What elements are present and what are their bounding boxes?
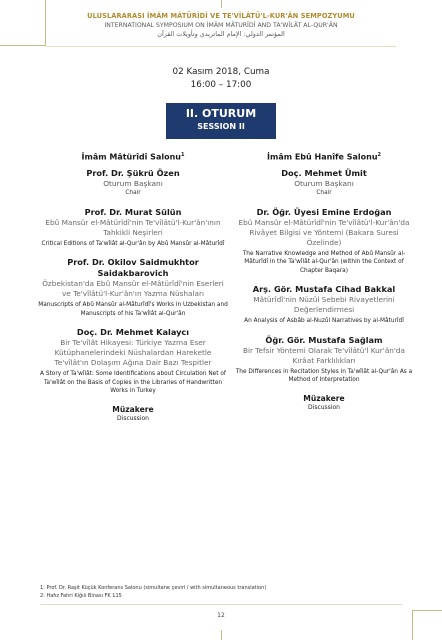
speaker-name: Dr. Öğr. Üyesi Emine Erdoğan — [256, 206, 392, 217]
header-title-ar: المؤتمر الدولي: الإمام الماتريدي وتأويلات القرآن — [157, 30, 285, 38]
footnote-ref: 2 — [377, 152, 381, 158]
right-column-program — [232, 150, 416, 412]
footnote-2: 2: Hafız Fahri Kiğılı Binası FK 115 — [40, 593, 122, 599]
talk-title-tr: Ebû Mansûr el-Mâtürîdî'nin Te'vîlâtü'l-Kur'ân'ının Tahkikli Neşirleri — [45, 217, 221, 237]
talk-item — [232, 335, 416, 385]
chair-name: Doç. Mehmet Ümit — [281, 167, 367, 178]
discussion-block — [232, 394, 416, 412]
speaker-name: Prof. Dr. Okilov Saidmukhtor Saidakbarovich — [67, 257, 199, 279]
talk-title-tr: Bir Te'vîlât Hikayesi: Türkiye Yazma Eser Kütüphanelerindeki Nüshalardan Hareketle Te'vîlât'ın Dolaşım Ağına Dair Bazı Tespitler — [54, 338, 212, 368]
discussion-block — [38, 405, 228, 423]
talk-title-tr: Mâtürîdî'nin Nüzûl Sebebi Rivayetlerini Değerlendirmesi — [253, 295, 395, 315]
footnote-1: 1: Prof. Dr. Raşit Küçük Konferans Salonu (simultane çeviri / with simultaneous translation) — [40, 585, 267, 591]
talk-title-en: Manuscripts of Abû Mansûr al-Mâturîdî's Works in Uzbekistan and Manuscripts of his Ta'wîlât al-Qur'ân — [38, 302, 228, 317]
talk-title-en: A Story of Ta'wîlât: Some Identifications about Circulation Net of Ta'wîlât on the Basis of Copies in the Libraries of Handwritten Works in Turkey — [40, 371, 226, 395]
session-time: 16:00 – 17:00 — [190, 80, 252, 90]
top-center-rule — [221, 0, 222, 8]
hall-label: İmâm Ebû Hanîfe Salonu — [267, 152, 378, 162]
header-title-en: INTERNATIONAL SYMPOSIUM ON İMÂM MÂTURÎDÎ AND TA'WÎLÂT AL-QUR'ÂN — [104, 22, 338, 29]
bottom-center-rule — [221, 630, 222, 640]
footer-divider — [40, 604, 402, 605]
chair-role-en: Chair — [316, 189, 332, 196]
talk-title-en: The Narrative Knowledge and Method of Abû Mansûr al-Mâturîdî in the Ta'wîlât al-Qur'ân (within the Context of Chapter Baqara) — [242, 250, 406, 274]
speaker-name: Arş. Gör. Mustafa Cihad Bakkal — [252, 284, 396, 295]
hall-label: İmâm Mâtürîdî Salonu — [81, 152, 181, 162]
chair-role-tr: Oturum Başkanı — [294, 178, 354, 188]
page-number: 12 — [217, 612, 225, 619]
talk-item — [232, 207, 416, 276]
session-title-en: SESSION II — [197, 122, 245, 131]
hall-name-left — [38, 150, 228, 163]
header-divider — [46, 46, 396, 47]
discussion-label-en: Discussion — [117, 414, 149, 422]
session-title-box — [166, 103, 276, 139]
footnote-ref: 1 — [180, 152, 185, 158]
talk-title-en: An Analysis of Asbâb al-Nuzûl Narratives by al-Mâturîdî — [244, 318, 404, 325]
chair-name: Prof. Dr. Şükrü Özen — [86, 167, 180, 178]
talk-item — [38, 207, 228, 249]
header-title-tr: ULUSLARARASI İMÂM MÂTÜRÎDÎ VE TE'VÎLÂTÜ'L-KUR'ÂN SEMPOZYUMU — [87, 12, 355, 20]
talk-title-en: The Differences in Recitation Styles in Ta'wîlât al-Qur'ân As a Method of Interpretation — [235, 368, 413, 384]
talk-title-tr: Özbekistan'da Ebû Mansûr el-Mâtürîdî'nin Eserleri ve Te'vîlâtü'l-Kur'ân'ın Yazma Nüshaları — [42, 279, 224, 299]
talk-item — [38, 257, 228, 318]
session-date: 02 Kasım 2018, Cuma — [172, 67, 270, 77]
corner-ornament-bottom-right — [412, 610, 442, 640]
left-column-program — [38, 150, 228, 423]
discussion-label-en: Discussion — [308, 403, 340, 411]
speaker-name: Doç. Dr. Mehmet Kalaycı — [76, 327, 190, 338]
page-header — [40, 12, 402, 39]
speaker-name: Öğr. Gör. Mustafa Sağlam — [265, 334, 383, 345]
chair-role-tr: Oturum Başkanı — [103, 178, 163, 188]
discussion-label-tr: Müzakere — [303, 393, 345, 403]
talk-title-tr: Bir Tefsir Yöntemi Olarak Te'vîlâtü'l Kur'ân'da Kırâat Farklılıkları — [242, 345, 406, 365]
session-title-tr: II. OTURUM — [185, 107, 257, 120]
hall-name-right — [232, 150, 416, 163]
footnotes — [40, 584, 266, 600]
chair-block — [38, 168, 228, 198]
chair-block — [232, 168, 416, 198]
discussion-label-tr: Müzakere — [112, 404, 154, 414]
talk-item — [38, 327, 228, 396]
talk-title-en: Critical Editions of Ta'wîlât al-Qur'ân by Abû Mansûr al-Mâturîdî — [41, 240, 225, 247]
talk-title-tr: Ebû Mansûr el-Mâtürîdî'nin Te'vîlâtü'l-Kur'ân'da Rivâyet Bilgisi ve Yöntemi (Bakara Suresi Özelinde) — [238, 217, 410, 247]
talk-item — [232, 284, 416, 326]
speaker-name: Prof. Dr. Murat Sülün — [84, 206, 182, 217]
chair-role-en: Chair — [125, 189, 141, 196]
